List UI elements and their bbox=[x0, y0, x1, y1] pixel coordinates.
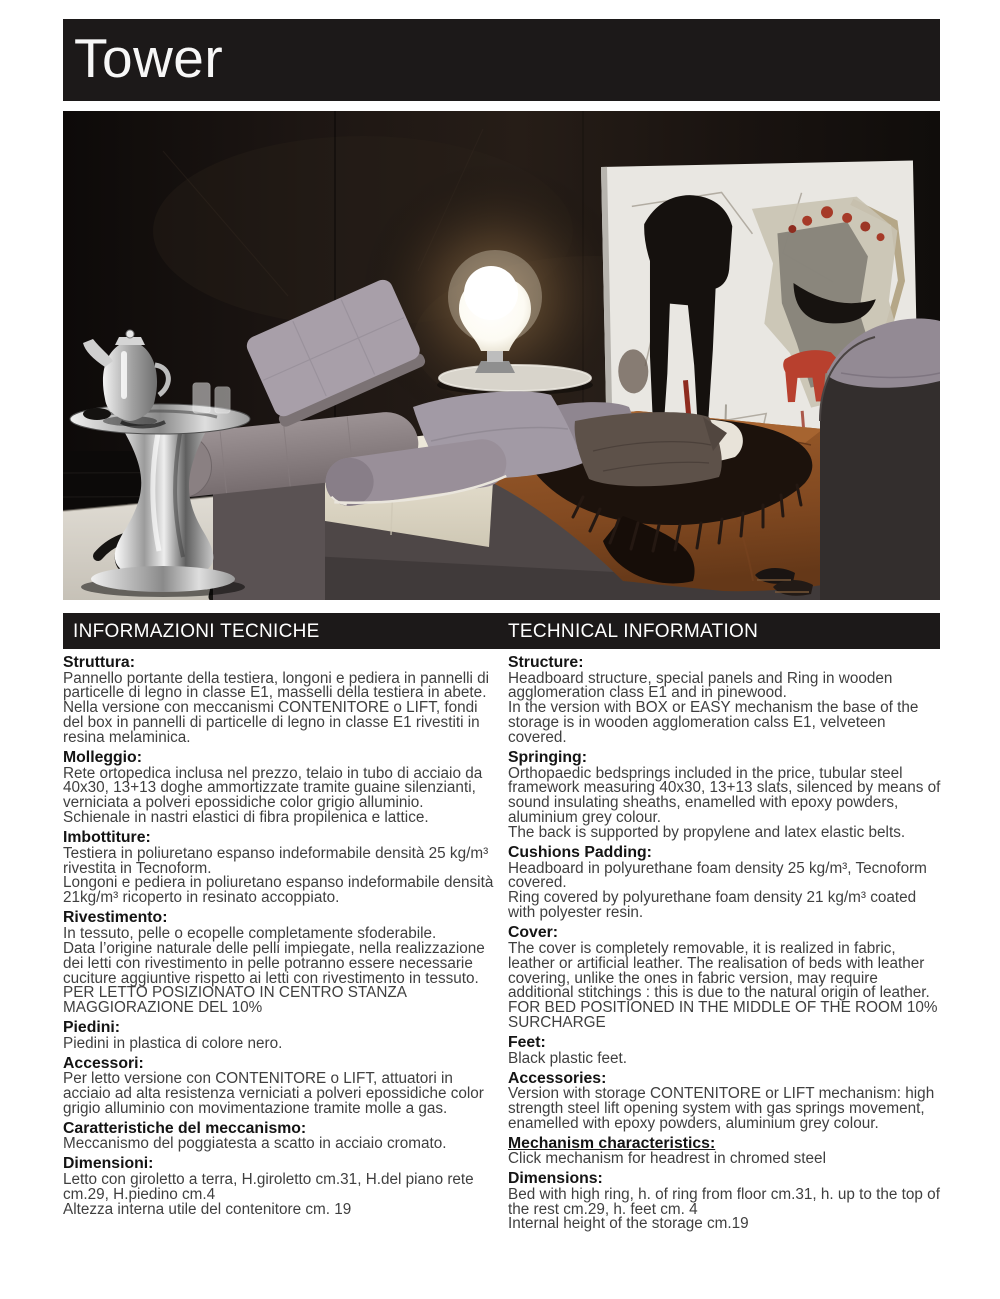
section-paragraph: Orthopaedic bedsprings included in the price, tubular steel framework measuring 40x30, 13+13 slats, silenced by means of sound insulating sheaths, enamelled with epoxy powders, aluminium grey colour. bbox=[508, 764, 941, 827]
section-paragraph: Meccanismo del poggiatesta a scatto in acciaio cromato. bbox=[63, 1135, 447, 1153]
section-heading: Dimensions: bbox=[508, 1170, 603, 1188]
section-piedini bbox=[63, 1020, 500, 1051]
section-molleggio bbox=[63, 750, 500, 826]
header-bar bbox=[63, 19, 940, 101]
section-heading: Rivestimento: bbox=[63, 909, 168, 927]
section-paragraph: Nella versione con meccanismi CONTENITORE o LIFT, fondi del box in pannelli di particelle di legno in classe E1 rivestiti in resina melaminica. bbox=[63, 699, 480, 747]
section-paragraph: PER LETTO POSIZIONATO IN CENTRO STANZA MAGGIORAZIONE DEL 10% bbox=[63, 984, 407, 1017]
bedroom-scene bbox=[63, 111, 940, 600]
page-title: Tower bbox=[74, 27, 224, 89]
section-dimensioni bbox=[63, 1156, 500, 1217]
section-paragraph: Click mechanism for headrest in chromed steel bbox=[508, 1150, 826, 1168]
section-cushions-padding bbox=[508, 845, 945, 921]
section-heading: Molleggio: bbox=[63, 749, 142, 767]
section-heading: Feet: bbox=[508, 1034, 546, 1052]
section-paragraph: Version with storage CONTENITORE or LIFT mechanism: high strength steel lift opening system with gas springs movement, enamelled with epoxy powders, aluminium grey colour. bbox=[508, 1085, 935, 1132]
section-struttura bbox=[63, 655, 500, 746]
section-paragraph: Piedini in plastica di colore nero. bbox=[63, 1034, 283, 1052]
section-paragraph: Schienale in nastri elastici di fibra propilenica e lattice. bbox=[63, 809, 429, 827]
section-paragraph: Headboard in polyurethane foam density 25 kg/m³, Tecnoform covered. bbox=[508, 859, 927, 892]
section-paragraph: Internal height of the storage cm.19 bbox=[508, 1215, 749, 1233]
section-heading: Mechanism characteristics: bbox=[508, 1134, 716, 1152]
section-heading: Cushions Padding: bbox=[508, 844, 652, 862]
section-paragraph: The back is supported by propylene and latex elastic belts. bbox=[508, 824, 906, 842]
info-bar-label-english: TECHNICAL INFORMATION bbox=[508, 621, 759, 642]
section-feet bbox=[508, 1035, 945, 1066]
section-rivestimento bbox=[63, 910, 500, 1016]
section-paragraph: Rete ortopedica inclusa nel prezzo, telaio in tubo di acciaio da 40x30, 13+13 doghe ammortizzate tramite guaine silenzianti, verniciata a polveri epossidiche color grigio alluminio. bbox=[63, 764, 483, 812]
section-paragraph: Ring covered by polyurethane foam density 21 kg/m³ coated with polyester resin. bbox=[508, 889, 917, 922]
product-photo bbox=[63, 111, 940, 600]
section-dimensions bbox=[508, 1171, 945, 1232]
section-paragraph: Longoni e pediera in poliuretano espanso indeformabile densità 21kg/m³ ricoperto in resinato accoppiato. bbox=[63, 874, 494, 907]
section-paragraph: Pannello portante della testiera, longoni e pediera in pannelli di particelle di legno in classe E1, masselli della testiera in abete. bbox=[63, 669, 490, 702]
section-paragraph: Bed with high ring, h. of ring from floor cm.31, h. up to the top of the rest cm.29, h. feet cm. 4 bbox=[508, 1185, 940, 1218]
section-cover bbox=[508, 925, 945, 1031]
section-paragraph: Black plastic feet. bbox=[508, 1049, 628, 1067]
section-imbottiture bbox=[63, 830, 500, 906]
photo-armchair bbox=[820, 319, 940, 600]
info-bar-label-italian: INFORMAZIONI TECNICHE bbox=[73, 621, 320, 642]
section-paragraph: Altezza interna utile del contenitore cm. 19 bbox=[63, 1200, 352, 1218]
section-heading: Cover: bbox=[508, 924, 559, 942]
section-paragraph: Headboard structure, special panels and Ring in wooden agglomeration class E1 and in pinewood. bbox=[508, 669, 893, 702]
section-paragraph: Testiera in poliuretano espanso indeformabile densità 25 kg/m³ rivestita in Tecnoform. bbox=[63, 844, 489, 877]
section-paragraph: The cover is completely removable, it is realized in fabric, leather or artificial leather. The realisation of beds with leather covering, unlike the ones in fabric version, may require additional stitchings : this is due to the natural origin of leather. bbox=[508, 939, 930, 1002]
section-paragraph: Data l’origine naturale delle pelli impiegate, nella realizzazione dei letti con rivestimento in pelle potranno essere necessarie cuciture aggiuntive rispetto ai letti con rivestimento in tessuto. bbox=[63, 939, 485, 987]
section-heading: Accessori: bbox=[63, 1054, 144, 1072]
section-accessories bbox=[508, 1071, 945, 1132]
section-heading: Piedini: bbox=[63, 1019, 121, 1037]
section-paragraph: In tessuto, pelle o ecopelle completamente sfoderabile. bbox=[63, 924, 437, 942]
section-heading: Dimensioni: bbox=[63, 1155, 154, 1173]
section-heading: Accessories: bbox=[508, 1069, 607, 1087]
section-mechanism-characteristics bbox=[508, 1136, 945, 1167]
column-italian bbox=[63, 655, 500, 1217]
section-heading: Springing: bbox=[508, 749, 587, 767]
info-bar bbox=[63, 613, 940, 649]
section-paragraph: Per letto versione con CONTENITORE o LIFT, attuatori in acciaio ad alta resistenza verniciati a polveri epossidiche color grigio alluminio con movimentazione tramite molle a gas. bbox=[63, 1070, 484, 1117]
spec-columns bbox=[63, 655, 940, 1285]
section-paragraph: In the version with BOX or EASY mechanism the base of the storage is in wooden agglomeration calss E1, velveteen covered. bbox=[508, 699, 919, 747]
section-heading: Imbottiture: bbox=[63, 829, 151, 847]
section-paragraph: Letto con giroletto a terra, H.giroletto cm.31, H.del piano rete cm.29, H.piedino cm.4 bbox=[63, 1170, 474, 1203]
section-accessori bbox=[63, 1056, 500, 1117]
section-paragraph: FOR BED POSITIONED IN THE MIDDLE OF THE ROOM 10% SURCHARGE bbox=[508, 999, 938, 1032]
section-structure bbox=[508, 655, 945, 746]
section-heading: Caratteristiche del meccanismo: bbox=[63, 1119, 307, 1137]
section-heading: Structure: bbox=[508, 654, 584, 671]
section-heading: Struttura: bbox=[63, 654, 135, 671]
section-caratteristiche-meccanismo bbox=[63, 1121, 500, 1152]
section-springing bbox=[508, 750, 945, 841]
column-english bbox=[508, 655, 945, 1232]
